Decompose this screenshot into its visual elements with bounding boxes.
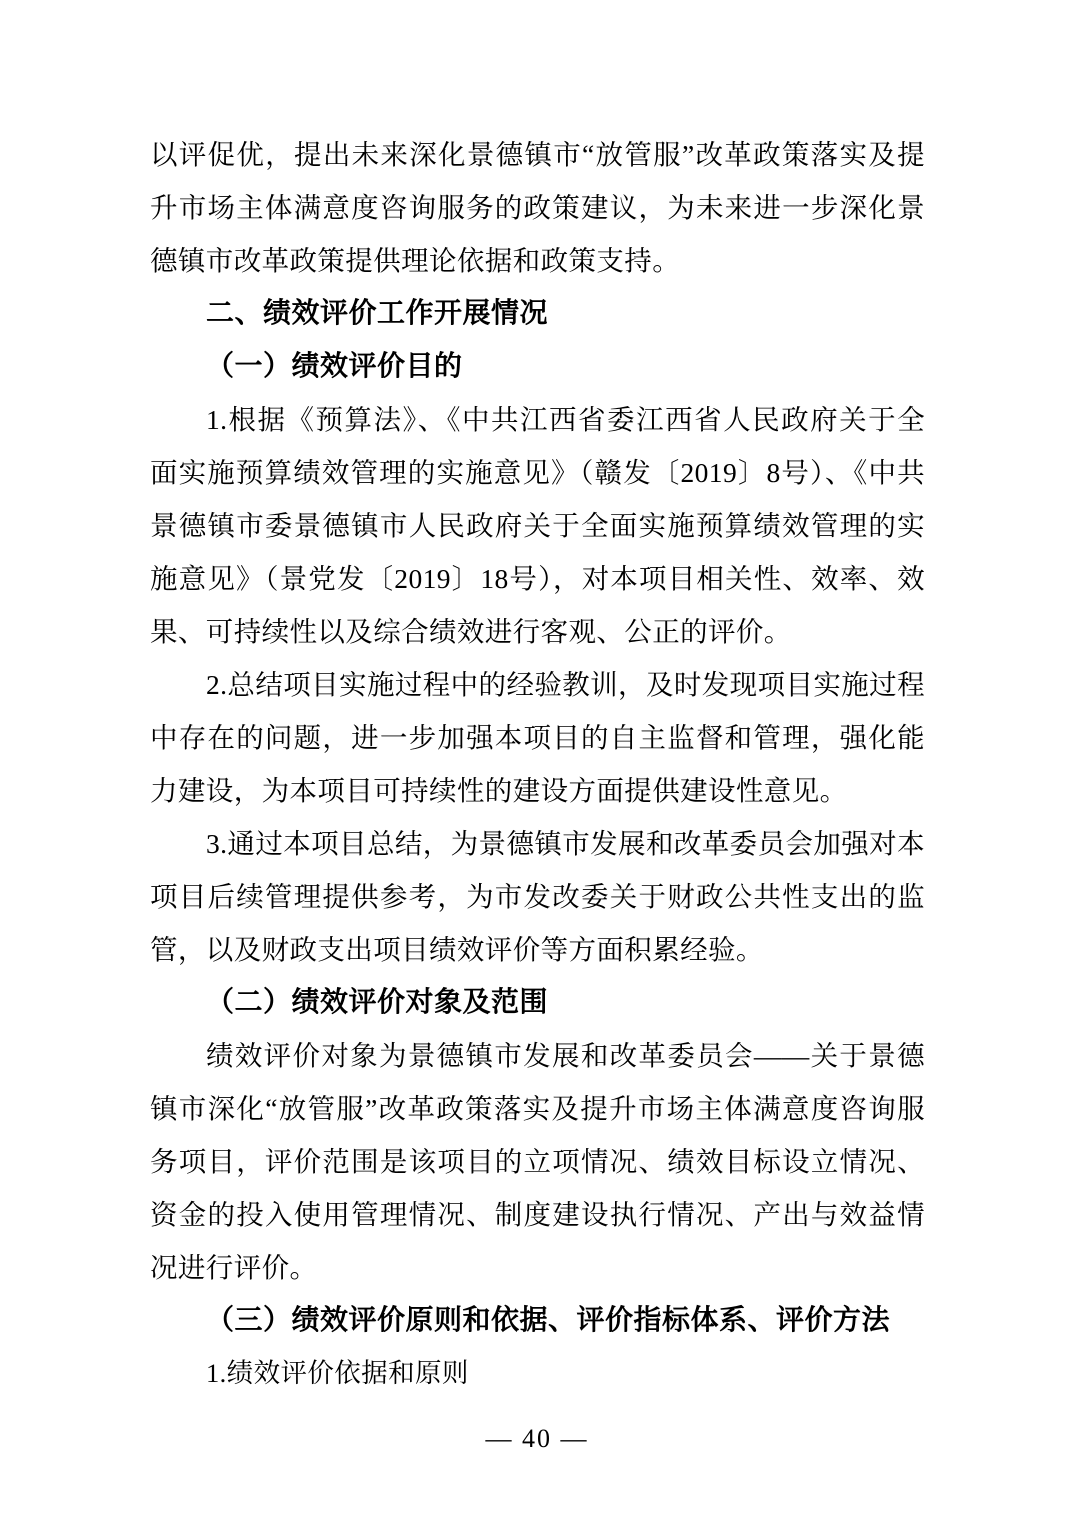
subsection-heading-three: （三）绩效评价原则和依据、评价指标体系、评价方法 [206, 1305, 891, 1336]
paragraph-item-2: 2.总结项目实施过程中的经验教训，及时发现项目实施过程中存在的问题，进一步加强本项目的自主监督和管理，强化能力建设，为本项目可持续性的建设方面提供建设性意见。 [150, 669, 925, 806]
paragraph-scope: 绩效评价对象为景德镇市发展和改革委员会——关于景德镇市深化“放管服”改革政策落实及提升市场主体满意度咨询服务项目，评价范围是该项目的立项情况、绩效目标设立情况、资金的投入使用管理情况、制度建设执行情况、产出与效益情况进行评价。 [150, 1040, 925, 1283]
document-body [150, 128, 925, 1400]
page-number: — 40 — [485, 1424, 589, 1453]
paragraph-item-1: 1.根据《预算法》、《中共江西省委江西省人民政府关于全面实施预算绩效管理的实施意见》（赣发〔2019〕8号）、《中共景德镇市委景德镇市人民政府关于全面实施预算绩效管理的实施意见》（景党发〔2019〕18号），对本项目相关性、效率、效果、可持续性以及综合绩效进行客观、公正的评价。 [150, 404, 925, 647]
subsection-heading-one: （一）绩效评价目的 [206, 351, 463, 382]
paragraph-item-3: 3.通过本项目总结，为景德镇市发展和改革委员会加强对本项目后续管理提供参考，为市发改委关于财政公共性支出的监管，以及财政支出项目绩效评价等方面积累经验。 [150, 828, 925, 965]
paragraph-continued: 以评促优，提出未来深化景德镇市“放管服”改革政策落实及提升市场主体满意度咨询服务的政策建议，为未来进一步深化景德镇市改革政策提供理论依据和政策支持。 [150, 139, 925, 276]
subsection-heading-two: （二）绩效评价对象及范围 [206, 987, 549, 1018]
paragraph-sub-item-1: 1.绩效评价依据和原则 [206, 1358, 469, 1388]
section-heading: 二、绩效评价工作开展情况 [206, 298, 549, 329]
